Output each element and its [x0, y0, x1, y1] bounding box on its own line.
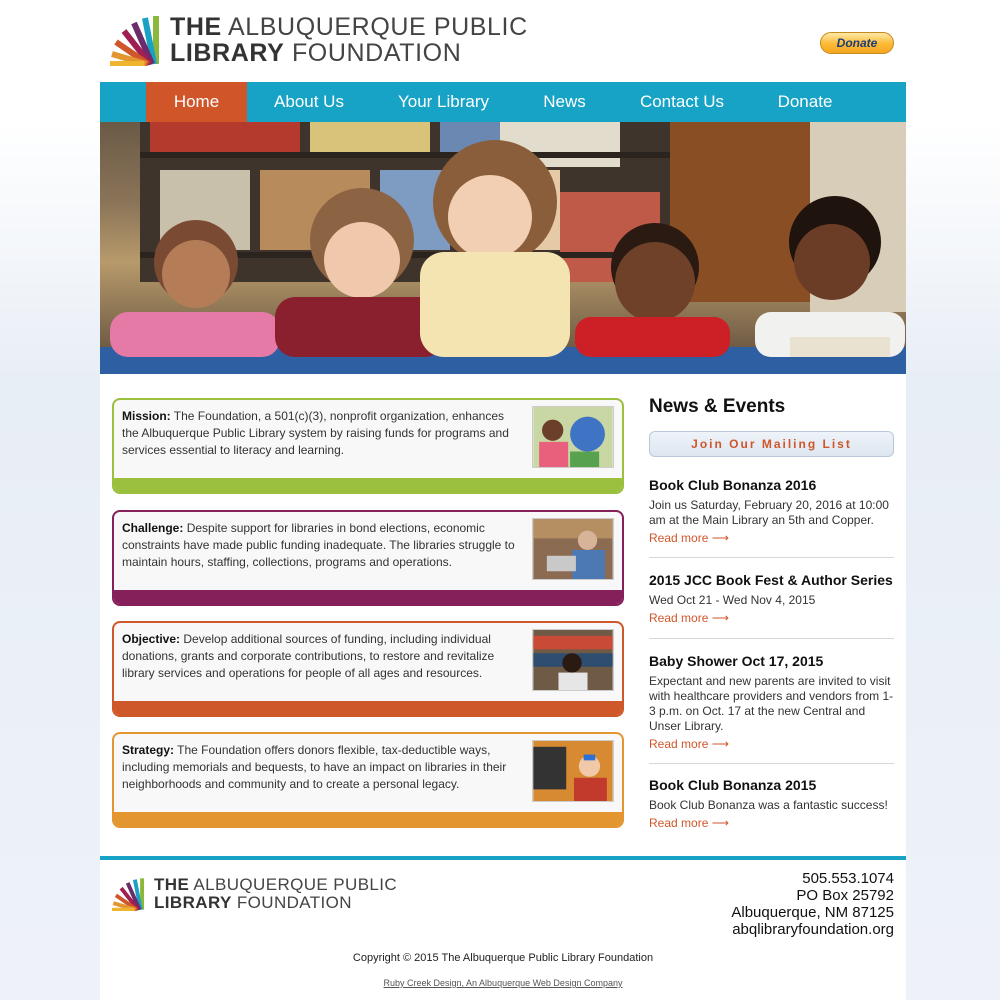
challenge-color-bar	[114, 590, 622, 604]
logo-wordmark	[170, 14, 528, 66]
footer-copyright: Copyright © 2015 The Albuquerque Public Library Foundation	[352, 952, 654, 964]
read-more-link[interactable]: Read more ⟶	[649, 611, 729, 625]
logo-line1: ALBUQUERQUE PUBLIC	[227, 13, 528, 41]
footer-contact	[731, 870, 894, 938]
challenge-text-block	[122, 520, 520, 571]
nav-about-us[interactable]: About Us	[274, 92, 344, 111]
hero-image-children	[100, 122, 906, 374]
footer-logo[interactable]	[112, 876, 397, 912]
challenge-photo	[532, 518, 614, 580]
challenge-panel	[112, 510, 624, 606]
fan-logo-icon	[110, 14, 162, 66]
event-item	[649, 572, 894, 627]
hero-illustration	[100, 122, 906, 374]
event-text: Book Club Bonanza was a fantastic success!	[649, 798, 888, 812]
event-item	[649, 477, 894, 547]
nav-spacer	[100, 82, 146, 122]
objective-panel	[112, 621, 624, 717]
footer-phone: 505.553.1074	[802, 870, 894, 887]
mission-text-block	[122, 408, 520, 459]
nav-donate[interactable]: Donate	[777, 92, 833, 111]
event-text: Join us Saturday, February 20, 2016 at 10:00 am at the Main Library an 5th and Copper.	[649, 498, 889, 527]
event-title[interactable]: Book Club Bonanza 2015	[649, 777, 817, 793]
nav-home[interactable]: Home	[146, 82, 247, 122]
news-events-heading: News & Events	[649, 396, 786, 417]
mission-label: Mission:	[122, 409, 171, 423]
mission-color-bar	[114, 478, 622, 492]
strategy-label: Strategy:	[122, 743, 175, 757]
strategy-text-block	[122, 742, 520, 793]
mission-text: The Foundation, a 501(c)(3), nonprofit organization, enhances the Albuquerque Public Library system by raising funds for programs and services essential to literacy and learning.	[122, 409, 509, 457]
divider	[649, 763, 894, 764]
event-item	[649, 653, 894, 753]
footer-logo-line2: FOUNDATION	[236, 893, 352, 912]
main-content	[100, 374, 906, 856]
challenge-text: Despite support for libraries in bond elections, economic constraints have made public funding inadequate. The libraries struggle to maintain hours, staffing, collections, programs and operations.	[122, 521, 515, 569]
site-header	[100, 0, 906, 82]
footer-logo-line2-bold: LIBRARY	[154, 893, 232, 912]
divider	[649, 557, 894, 558]
divider	[649, 638, 894, 639]
join-mailing-list-button[interactable]: Join Our Mailing List	[649, 431, 894, 457]
page	[100, 0, 906, 1000]
challenge-label: Challenge:	[122, 521, 184, 535]
event-title[interactable]: 2015 JCC Book Fest & Author Series	[649, 572, 893, 588]
event-text: Expectant and new parents are invited to visit with healthcare providers and vendors from 1-3 p.m. on Oct. 17 at the new Central and Unser Library.	[649, 674, 894, 733]
nav-your-library[interactable]: Your Library	[397, 92, 490, 111]
objective-text: Develop additional sources of funding, including individual donations, grants and corporate contributions, to restore and revitalize library services and operations for people of all ages and resources.	[122, 632, 495, 680]
footer-logo-wordmark	[154, 876, 397, 912]
site-logo[interactable]	[110, 14, 528, 66]
objective-color-bar	[114, 701, 622, 715]
footer-logo-line1-bold: THE	[154, 875, 190, 894]
footer-city: Albuquerque, NM 87125	[731, 904, 894, 921]
footer-po-box: PO Box 25792	[796, 887, 894, 904]
read-more-link[interactable]: Read more ⟶	[649, 816, 729, 830]
strategy-panel	[112, 732, 624, 828]
nav-contact-us[interactable]: Contact Us	[639, 92, 725, 111]
read-more-link[interactable]: Read more ⟶	[649, 531, 729, 545]
strategy-text: The Foundation offers donors flexible, tax-deductible ways, including memorials and bequests, to have an impact on libraries in their neighborhoods and community and to create a personal legacy.	[122, 743, 507, 791]
strategy-color-bar	[114, 812, 622, 826]
objective-label: Objective:	[122, 632, 181, 646]
mission-panel	[112, 398, 624, 494]
logo-line2-bold: LIBRARY	[170, 39, 285, 67]
strategy-photo	[532, 740, 614, 802]
logo-line2: FOUNDATION	[291, 39, 462, 67]
event-title[interactable]: Baby Shower Oct 17, 2015	[649, 653, 824, 669]
main-nav	[100, 82, 906, 122]
objective-photo	[532, 629, 614, 691]
mission-photo	[532, 406, 614, 468]
logo-line1-bold: THE	[170, 13, 222, 41]
nav-news[interactable]: News	[543, 92, 586, 111]
paypal-donate-button[interactable]: Donate	[820, 32, 894, 54]
footer-logo-line1: ALBUQUERQUE PUBLIC	[193, 875, 398, 894]
site-footer	[100, 856, 906, 1000]
event-item	[649, 777, 894, 832]
event-text: Wed Oct 21 - Wed Nov 4, 2015	[649, 593, 816, 607]
footer-website[interactable]: abqlibraryfoundation.org	[732, 921, 894, 938]
footer-credit-link[interactable]: Ruby Creek Design, An Albuquerque Web Design Company	[383, 978, 623, 988]
event-title[interactable]: Book Club Bonanza 2016	[649, 477, 817, 493]
objective-text-block	[122, 631, 520, 682]
fan-logo-icon	[112, 877, 146, 911]
read-more-link[interactable]: Read more ⟶	[649, 737, 729, 751]
